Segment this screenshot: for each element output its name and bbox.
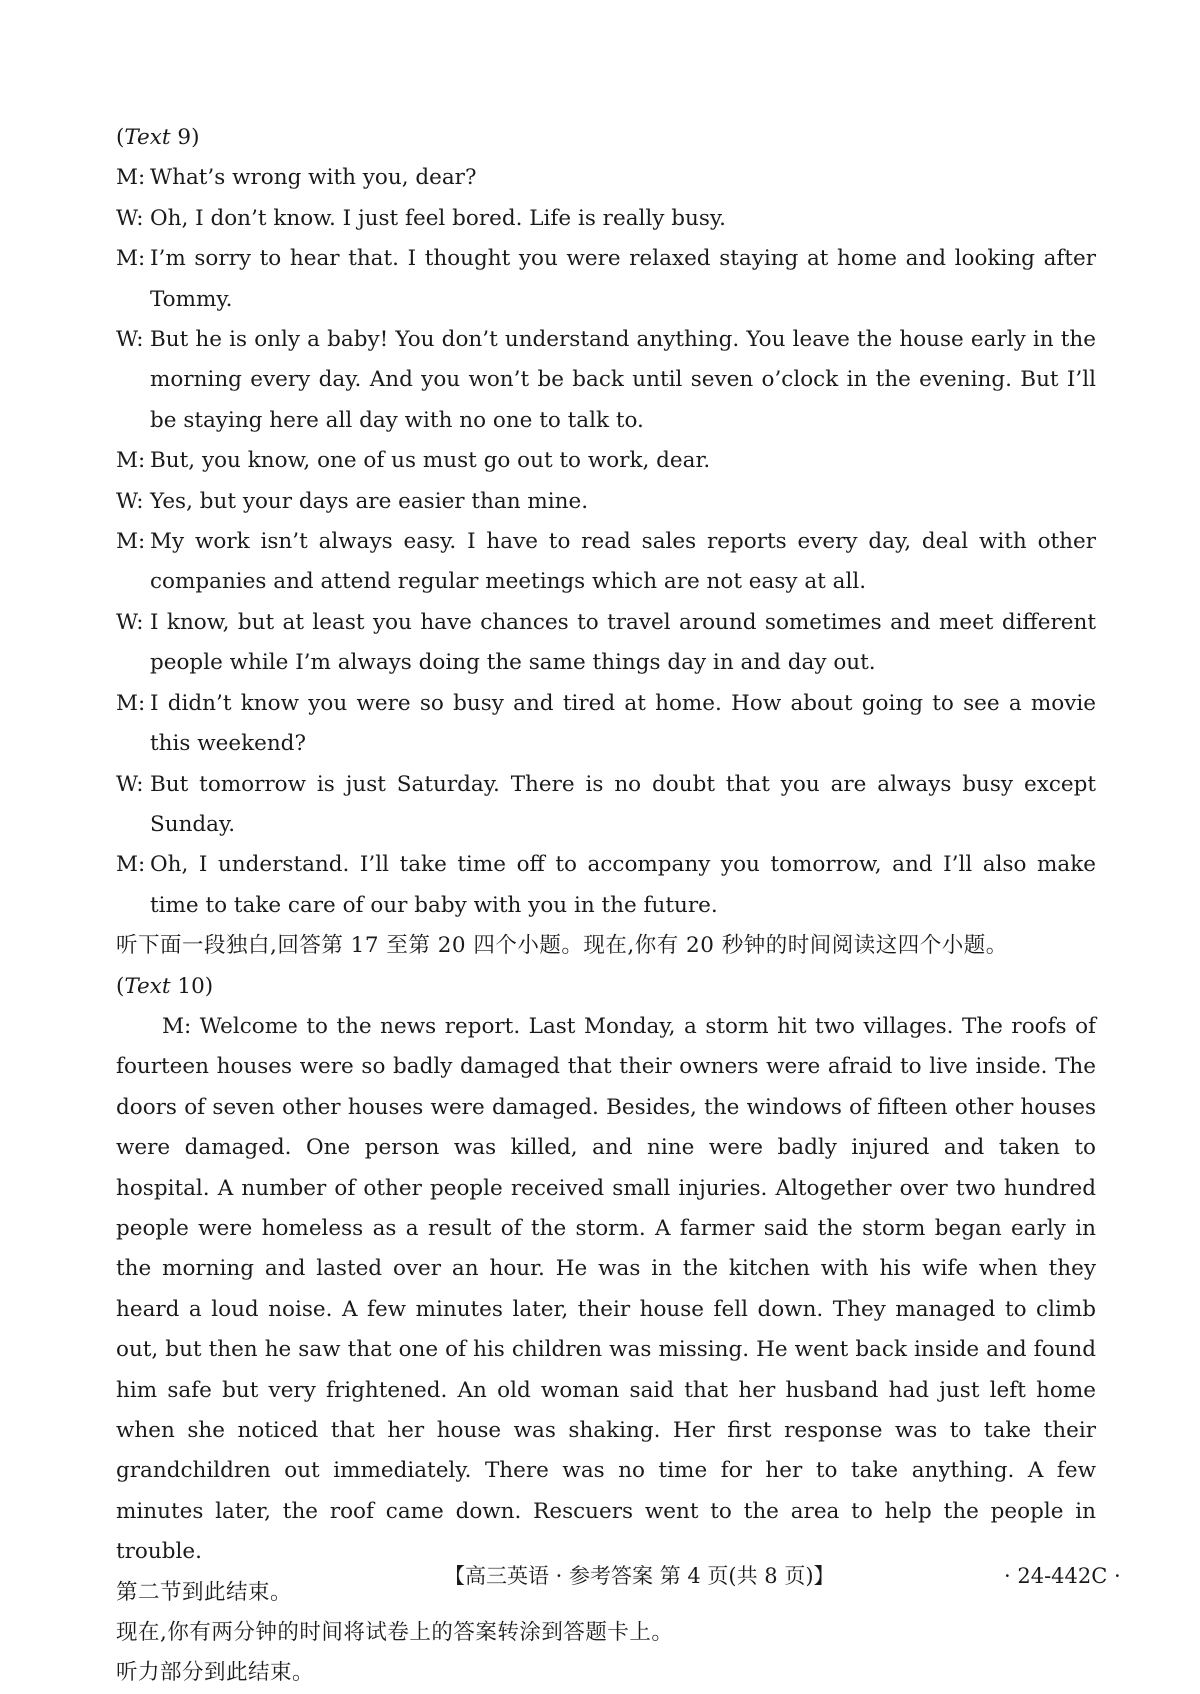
closing-line: 听力部分到此结束。: [116, 1660, 315, 1686]
dialogue-turn: [116, 603, 1096, 684]
turn-text: Yes, but your days are easier than mine.: [150, 488, 589, 514]
dialogue-turn: [116, 522, 1096, 603]
turn-text: Oh, I understand. I’ll take time off to accompany you tomorrow, and I’ll also make time to take care of our baby with you in the future.: [150, 852, 1096, 918]
turn-text: But tomorrow is just Saturday. There is no doubt that you are always busy except Sunday.: [150, 771, 1096, 837]
closing-line: 现在,你有两分钟的时间将试卷上的答案转涂到答题卡上。: [116, 1620, 674, 1646]
speaker-label: W:: [116, 609, 144, 635]
closing-line: 第二节到此结束。: [116, 1579, 293, 1605]
turn-text: My work isn’t always easy. I have to read sales reports every day, deal with other companies and attend regular meetings which are not easy at all.: [150, 529, 1096, 595]
turn-text: I didn’t know you were so busy and tired at home. How about going to see a movie this weekend?: [150, 690, 1096, 757]
speaker-label: W:: [116, 205, 144, 231]
turn-text: But, you know, one of us must go out to work, dear.: [150, 448, 711, 474]
footer-code: · 24-442C ·: [1004, 1564, 1121, 1588]
speaker-label: M:: [116, 448, 146, 474]
dialogue-turn: [116, 199, 1096, 239]
turn-text: Oh, I don’t know. I just feel bored. Life is really busy.: [150, 205, 727, 231]
speaker-label: W:: [116, 488, 144, 514]
dialogue-turn: [116, 765, 1096, 846]
speaker-label: M:: [116, 165, 146, 191]
turn-text: What’s wrong with you, dear?: [150, 165, 477, 191]
dialogue-turn: [116, 684, 1096, 765]
dialogue-turn: [116, 441, 1096, 481]
text10-monologue: M: Welcome to the news report. Last Monday, a storm hit two villages. The roofs of fourteen houses were so badly damaged that their owners were afraid to live inside. The doors of seven other houses were damaged. Besides, the windows of fifteen other houses were damaged. One person was killed, and nine were badly injured and taken to hospital. A number of other people received small injuries. Altogether over two hundred people were homeless as a result of the storm. A farmer said the storm began early in the morning and lasted over an hour. He was in the kitchen with his wife when they heard a loud noise. A few minutes later, their house fell down. They managed to climb out, but then he saw that one of his children was missing. He went back inside and found him safe but very frightened. An old woman said that her husband had just left home when she noticed that her house was shaking. Her first response was to take their grandchildren out immediately. There was no time for her to take anything. A few minutes later, the roof came down. Rescuers went to the area to help the people in trouble.: [116, 1013, 1096, 1565]
text9-label: (Text 9): [116, 125, 200, 150]
speaker-label: W:: [116, 327, 144, 353]
dialogue-turn: [116, 239, 1096, 320]
document-body: [116, 118, 1096, 1694]
speaker-label: M:: [116, 246, 146, 272]
speaker-label: W:: [116, 771, 144, 797]
dialogue-turn: [116, 845, 1096, 926]
text9-dialogue: [116, 158, 1096, 926]
footer-page-info: 【高三英语 · 参考答案 第 4 页(共 8 页)】: [444, 1564, 835, 1588]
speaker-label: M:: [116, 529, 146, 555]
turn-text: I know, but at least you have chances to travel around sometimes and meet different people while I’m always doing the same things day in and day out.: [150, 609, 1096, 676]
dialogue-turn: [116, 320, 1096, 441]
instruction-text10: 听下面一段独白,回答第 17 至第 20 四个小题。现在,你有 20 秒钟的时间阅读这四个小题。: [116, 933, 1008, 959]
speaker-label: M:: [116, 690, 146, 716]
dialogue-turn: [116, 482, 1096, 522]
dialogue-turn: [116, 158, 1096, 198]
turn-text: I’m sorry to hear that. I thought you were relaxed staying at home and looking after Tommy.: [150, 246, 1096, 312]
text10-label: (Text 10): [116, 973, 214, 999]
turn-text: But he is only a baby! You don’t understand anything. You leave the house early in the morning every day. And you won’t be back until seven o’clock in the evening. But I’ll be staying here all day with no one to talk to.: [150, 327, 1096, 433]
speaker-label: M:: [116, 852, 146, 878]
